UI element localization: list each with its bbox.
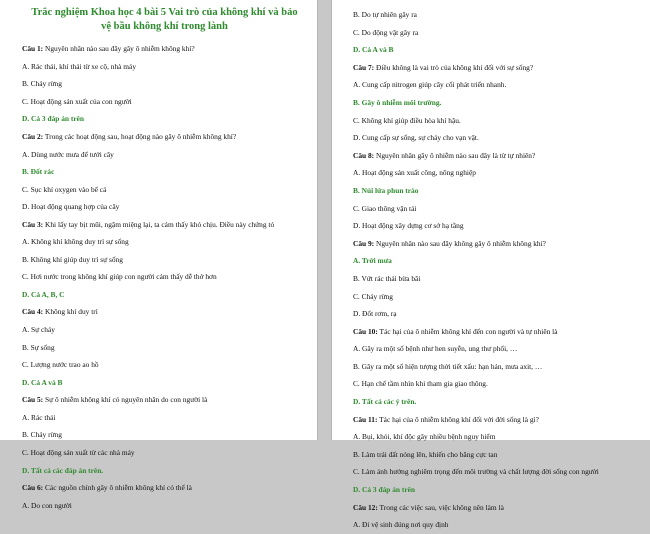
answer-option-line: A. Rác thải, khí thải từ xe cộ, nhà máy [22, 61, 137, 71]
answer-option-line: C. Lượng nước trao ao hồ [22, 360, 99, 370]
correct-answer-line: D. Cả 3 đáp án trên [22, 114, 85, 124]
answer-option-line: A. Cung cấp nitrogen giúp cây cối phát triển nhanh. [353, 80, 507, 90]
question-line [353, 59, 636, 77]
answer-option-line: C. Làm ảnh hưởng nghiêm trọng đến môi trường và chất lượng đời sống con người [353, 467, 599, 477]
correct-answer-line: D. Tất cả các đáp án trên. [22, 465, 104, 475]
question-text: Sự ô nhiễm không khí có nguyên nhân do con người là [43, 395, 208, 405]
question-text: Trong các hoạt động sau, hoạt động nào gây ô nhiễm không khí? [43, 131, 237, 141]
question-text: Các nguồn chính gây ô nhiễm không khí có thể là [43, 483, 192, 493]
document-title [22, 6, 307, 34]
question-text: Nguyên nhân gây ô nhiễm nào sau đây là từ tự nhiên? [374, 150, 536, 160]
answer-option-line: C. Giao thông vận tải [353, 203, 417, 213]
question-line [22, 216, 307, 233]
answer-option-line: C. Không khí giúp điều hòa khí hậu. [353, 115, 461, 125]
answer-option-line: B. Không khí giúp duy trì sự sống [22, 254, 123, 264]
correct-answer-line: B. Đốt rác [22, 167, 55, 177]
correct-answer-line: D. Cả A và B [22, 377, 63, 387]
answer-option-line: B. Cháy rừng [22, 79, 62, 89]
question-number: Câu 3: [22, 219, 44, 229]
question-text: Trong các việc sau, việc không nên làm là [377, 502, 504, 512]
document-page-right [331, 0, 650, 530]
question-text: Khi lấy tay bịt mũi, ngậm miệng lại, ta cảm thấy khó chịu. Điều này chứng tỏ [43, 219, 275, 229]
answer-option-line: A. Do con người [22, 500, 72, 510]
question-line [22, 40, 307, 58]
answer-option-line: D. Đốt rơm, rạ [353, 309, 397, 319]
question-number: Câu 2: [22, 131, 44, 141]
answer-option-line: C. Hoạt động sản xuất từ các nhà máy [22, 448, 135, 458]
question-number: Câu 7: [353, 62, 375, 72]
answer-option-line: C. Hoạt động sản xuất của con người [22, 96, 132, 106]
question-number: Câu 6: [22, 483, 44, 493]
question-list-left [22, 40, 307, 514]
answer-option-line: C. Sục khí oxygen vào bể cá [22, 184, 107, 194]
answer-option-line: A. Bụi, khói, khí độc gây nhiều bệnh nguy hiểm [353, 432, 496, 442]
question-line [22, 479, 307, 497]
question-text: Nguyên nhân nào sau đây không gây ô nhiễm không khí? [374, 238, 546, 248]
answer-option-line: C. Hơi nước trong không khí giúp con người cảm thấy dễ thở hơn [22, 272, 217, 282]
answer-option-line: A. Hoạt động sản xuất công, nông nghiệp [353, 168, 476, 178]
question-line [22, 391, 307, 409]
correct-answer-line: D. Tất cả các ý trên. [353, 397, 417, 407]
question-number: Câu 4: [22, 307, 44, 317]
question-line [22, 303, 307, 321]
answer-option-line: D. Hoạt động quang hợp của cây [22, 202, 120, 212]
answer-option-line: B. Cháy rừng [22, 430, 62, 440]
answer-option-line: C. Cháy rừng [353, 291, 393, 301]
question-number: Câu 5: [22, 395, 44, 405]
correct-answer-line: B. Gây ô nhiễm môi trường. [353, 97, 442, 107]
question-number: Câu 1: [22, 44, 44, 53]
question-line [353, 323, 636, 341]
answer-option-line: B. Do tự nhiên gây ra [353, 10, 417, 19]
answer-option-line: C. Hạn chế tầm nhìn khi tham gia giao thông. [353, 379, 488, 389]
question-line [353, 147, 636, 165]
answer-option-line: D. Cung cấp sự sống, sự cháy cho vạn vật. [353, 133, 479, 143]
question-text: Điều không là vai trò của không khí đối với sự sống? [374, 62, 534, 72]
answer-option-line: C. Do động vật gây ra [353, 27, 419, 37]
answer-option-line: B. Làm trái đất nóng lên, khiến cho băng cực tan [353, 449, 498, 459]
question-list-right [353, 6, 636, 534]
answer-option-line: B. Sự sống [22, 342, 55, 352]
answer-option-line: D. Hoạt động xây dựng cơ sở hạ tầng [353, 221, 464, 231]
answer-option-line: A. Đi vệ sinh đúng nơi quy định [353, 520, 449, 530]
answer-option-line: A. Rác thải [22, 412, 56, 422]
correct-answer-line: D. Cả A, B, C [22, 289, 65, 299]
question-line [22, 128, 307, 146]
answer-option-line: A. Sự cháy [22, 324, 55, 334]
question-number: Câu 8: [353, 150, 375, 160]
correct-answer-line: B. Núi lửa phun trào [353, 185, 419, 195]
document-page-left [0, 0, 318, 510]
document-title-line-1: Trắc nghiệm Khoa học 4 bài 5 Vai trò của không khí và bảo [31, 7, 298, 18]
question-number: Câu 10: [353, 326, 378, 336]
question-line [353, 499, 636, 517]
answer-option-line: A. Không khí không duy trì sự sống [22, 236, 129, 246]
question-number: Câu 12: [353, 502, 378, 512]
answer-option-line: B. Vứt rác thải bừa bãi [353, 273, 421, 283]
question-line [353, 235, 636, 253]
answer-option-line: A. Gây ra một số bệnh như hen suyễn, ung thư phổi, … [353, 344, 518, 354]
question-text: Tác hại của ô nhiễm không khí đối với đời sống là gì? [377, 414, 539, 424]
document-title-line-2: vệ bầu không khí trong lành [101, 21, 228, 32]
correct-answer-line: D. Cả 3 đáp án trên [353, 485, 416, 495]
correct-answer-line: A. Trời mưa [353, 256, 392, 266]
question-text: Không khí duy trì [43, 307, 98, 317]
answer-option-line: B. Gây ra một số hiện tượng thời tiết xấu: hạn hán, mưa axit, … [353, 361, 543, 371]
answer-option-line: A. Dùng nước mưa để tưới cây [22, 149, 114, 159]
question-number: Câu 11: [353, 414, 378, 424]
question-line [353, 411, 636, 429]
question-text: Tác hại của ô nhiễm không khí đến con người và tự nhiên là [377, 326, 558, 336]
question-text: Nguyên nhân nào sau đây gây ô nhiễm không khí? [43, 44, 195, 53]
question-number: Câu 9: [353, 238, 375, 248]
correct-answer-line: D. Cả A và B [353, 45, 394, 55]
